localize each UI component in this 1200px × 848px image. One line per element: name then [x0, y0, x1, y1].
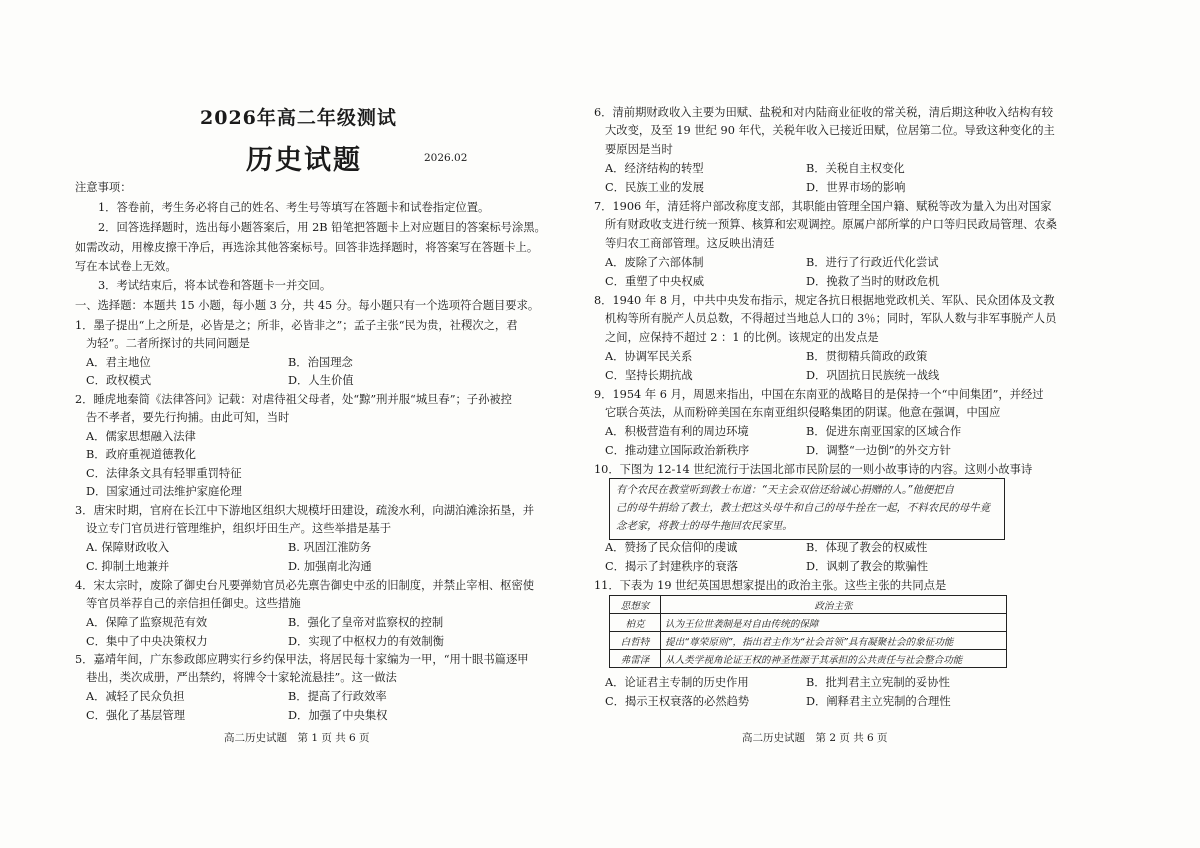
page-footer: 高二历史试题 第 2 页 共 6 页: [742, 732, 888, 744]
option-a: A．积极营造有利的周边环境: [605, 425, 749, 438]
option-c: C．政权模式: [86, 374, 152, 387]
exam-date: 2026.02: [424, 152, 468, 164]
table-row: [610, 614, 1007, 632]
question-stem: 1．墨子提出“上之所是，必皆是之；所非，必皆非之”；孟子主张“民为贵，社稷次之，君: [75, 319, 518, 332]
option-b: B．促进东南亚国家的区域合作: [806, 425, 962, 438]
question-stem: 机构等所有脱产人员总数，不得超过当地总人口的 3％；同时，军队人数与非军事脱产人员: [605, 312, 1057, 325]
option-b: B. 巩固江淮防务: [288, 541, 372, 554]
option-a: A．儒家思想融入法律: [86, 430, 196, 443]
option-c: C．揭示王权衰落的必然趋势: [605, 695, 750, 708]
thinker-name: 弗雷泽: [610, 650, 661, 668]
question-stem: 要原因是当时: [605, 143, 673, 156]
option-d: D．人生价值: [288, 374, 354, 387]
note-line: 2．回答选择题时，选出每小题答案后，用 2B 铅笔把答题卡上对应题目的答案标号涂黑。: [98, 221, 546, 234]
question-stem: 10．下图为 12-14 世纪流行于法国北部市民阶层的一则小故事诗的内容。这则小故事诗: [594, 463, 1033, 476]
question-stem: 7．1906 年，清廷将户部改称度支部，其职能由管理全国户籍、赋税等改为量入为出对国家: [594, 200, 1052, 213]
option-c: C. 抑制土地兼并: [86, 560, 170, 573]
option-b: B．体现了教会的权威性: [806, 541, 928, 554]
question-stem: 大改变，及至 19 世纪 90 年代，关税年收入已接近田赋，位居第二位。导致这种变化的主: [605, 124, 1055, 137]
option-d: D．世界市场的影响: [806, 181, 906, 194]
question-stem: 3．唐宋时期，官府在长江中下游地区组织大规模圩田建设，疏浚水利，向湖泊滩涂拓垦，并: [75, 504, 535, 517]
question-stem: 11．下表为 19 世纪英国思想家提出的政治主张。这些主张的共同点是: [594, 579, 947, 592]
option-d: D．调整“一边倒”的外交方针: [806, 444, 951, 457]
option-c: C．坚持长期抗战: [605, 369, 693, 382]
option-d: D．讽刺了教会的欺骗性: [806, 560, 929, 573]
option-d: D．国家通过司法维护家庭伦理: [86, 485, 242, 498]
option-c: C．揭示了封建秩序的衰落: [605, 560, 738, 573]
option-c: C．民族工业的发展: [605, 181, 705, 194]
option-d: D．巩固抗日民族统一战线: [806, 369, 940, 382]
option-b: B．进行了行政近代化尝试: [806, 256, 939, 269]
thinker-claim: 提出“尊荣原则”，指出君主作为“社会首领”具有凝聚社会的象征功能: [661, 632, 1007, 650]
thinker-name: 柏克: [610, 614, 661, 632]
option-d: D. 加强南北沟通: [288, 560, 372, 573]
option-a: A．减轻了民众负担: [86, 690, 185, 703]
option-d: D．阐释君主立宪制的合理性: [806, 695, 951, 708]
note-line: 1．答卷前，考生务必将自己的姓名、考生号等填写在答题卡和试卷指定位置。: [98, 201, 490, 214]
option-c: C．法律条文具有轻罪重罚特征: [86, 467, 242, 480]
note-line: 写在本试卷上无效。: [75, 260, 177, 273]
thinker-name: 白哲特: [610, 632, 661, 650]
option-c: C．重塑了中央权威: [605, 275, 705, 288]
option-d: D．加强了中央集权: [288, 709, 388, 722]
question-stem: 2．睡虎地秦简《法律答问》记载：对虐待祖父母者，处“黥”刑并服“城旦春”；子孙被控: [75, 393, 512, 406]
question-stem: 巷出，类次成册，严出禁约，将牌令十家轮流悬挂”。这一做法: [86, 671, 397, 684]
option-c: C．集中了中央决策权力: [86, 635, 208, 648]
table-header: 思想家: [610, 596, 661, 614]
story-box: [609, 478, 1005, 540]
option-b: B．关税自主权变化: [806, 162, 905, 175]
story-line: 念老家，将教士的母牛拖回农民家里。: [616, 520, 793, 532]
option-b: B．治国理念: [288, 356, 353, 369]
option-c: C．强化了基层管理: [86, 709, 186, 722]
option-b: B．贯彻精兵简政的政策: [806, 350, 928, 363]
page-footer: 高二历史试题 第 1 页 共 6 页: [224, 732, 370, 744]
option-d: D．实现了中枢权力的有效制衡: [288, 635, 444, 648]
question-stem: 它联合英法，从而粉碎美国在东南亚组织侵略集团的阴谋。他意在强调，中国应: [605, 406, 1001, 419]
question-stem: 设立专门官员进行管理维护，组织圩田生产。这些举措是基于: [86, 522, 392, 535]
option-b: B．政府重视道德教化: [86, 448, 196, 461]
notes-heading: 注意事项：: [75, 181, 132, 194]
option-b: B．提高了行政效率: [288, 690, 387, 703]
section-heading: 一、选择题：本题共 15 小题，每小题 3 分，共 45 分。每小题只有一个选项符合题目要求。: [75, 299, 540, 312]
option-a: A．经济结构的转型: [605, 162, 704, 175]
table-row: [610, 632, 1007, 650]
note-line: 如需改动，用橡皮擦干净后，再选涂其他答案标号。回答非选择题时，将答案写在答题卡上。: [75, 241, 539, 254]
thinker-claim: 认为王位世袭制是对自由传统的保障: [661, 614, 1007, 632]
question-stem: 5．嘉靖年间，广东参政郎应聘实行乡约保甲法，将居民每十家编为一甲，“用十眼书篇逐甲: [75, 653, 529, 666]
question-stem: 6．清前期财政收入主要为田赋、盐税和对内陆商业征收的常关税，清后期这种收入结构有较: [594, 106, 1054, 119]
option-b: B．批判君主立宪制的妥协性: [806, 676, 950, 689]
option-a: A．君主地位: [86, 356, 151, 369]
question-stem: 4．宋太宗时，废除了御史台凡要弹劾官员必先禀告御史中丞的旧制度，并禁止宰相、枢密使: [75, 579, 535, 592]
question-stem: 告不孝者，要先行拘捕。由此可知，当时: [86, 411, 290, 424]
option-a: A．保障了监察规范有效: [86, 616, 208, 629]
exam-subject: 历史试题: [246, 145, 362, 176]
option-a: A．协调军民关系: [605, 350, 693, 363]
option-a: A．废除了六部体制: [605, 256, 704, 269]
option-d: D．挽救了当时的财政危机: [806, 275, 940, 288]
table-header: 政治主张: [661, 596, 1007, 614]
question-stem: 为轻”。二者所探讨的共同问题是: [86, 337, 250, 350]
question-stem: 等官员举荐自己的亲信担任御史。这些措施: [86, 597, 301, 610]
question-stem: 等归农工商部管理。这反映出清廷: [605, 237, 775, 250]
note-line: 3．考试结束后，将本试卷和答题卡一并交回。: [98, 279, 332, 292]
thinker-claim: 从人类学视角论证王权的神圣性源于其承担的公共责任与社会整合功能: [661, 650, 1007, 668]
table-row: [610, 650, 1007, 668]
option-a: A．论证君主专制的历史作用: [605, 676, 749, 689]
question-stem: 9．1954 年 6 月，周恩来指出，中国在东南亚的战略目的是保持一个“中间集团”，并经过: [594, 388, 1044, 401]
question-stem: 所有财政收支进行统一预算、核算和宏观调控。原属户部所掌的户口等归民政局管理、农桑: [605, 218, 1057, 231]
story-line: 有个农民在教堂听到教士布道：“天主会双倍还给诚心捐赠的人。”他便把自: [616, 484, 955, 496]
option-c: C．推动建立国际政治新秩序: [605, 444, 750, 457]
story-line: 己的母牛捐给了教士，教士把这头母牛和自己的母牛拴在一起，不料农民的母牛竟: [616, 502, 991, 514]
option-a: A. 保障财政收入: [86, 541, 170, 554]
thinkers-table: [609, 595, 1007, 668]
question-stem: 8．1940 年 8 月，中共中央发布指示，规定各抗日根据地党政机关、军队、民众团体及文教: [594, 294, 1055, 307]
question-stem: 之间，应保持不超过 2 ：1 的比例。该规定的出发点是: [605, 331, 879, 344]
option-b: B．强化了皇帝对监察权的控制: [288, 616, 444, 629]
option-a: A．赞扬了民众信仰的虔诚: [605, 541, 738, 554]
exam-title: 2026年高二年级测试: [200, 107, 397, 129]
